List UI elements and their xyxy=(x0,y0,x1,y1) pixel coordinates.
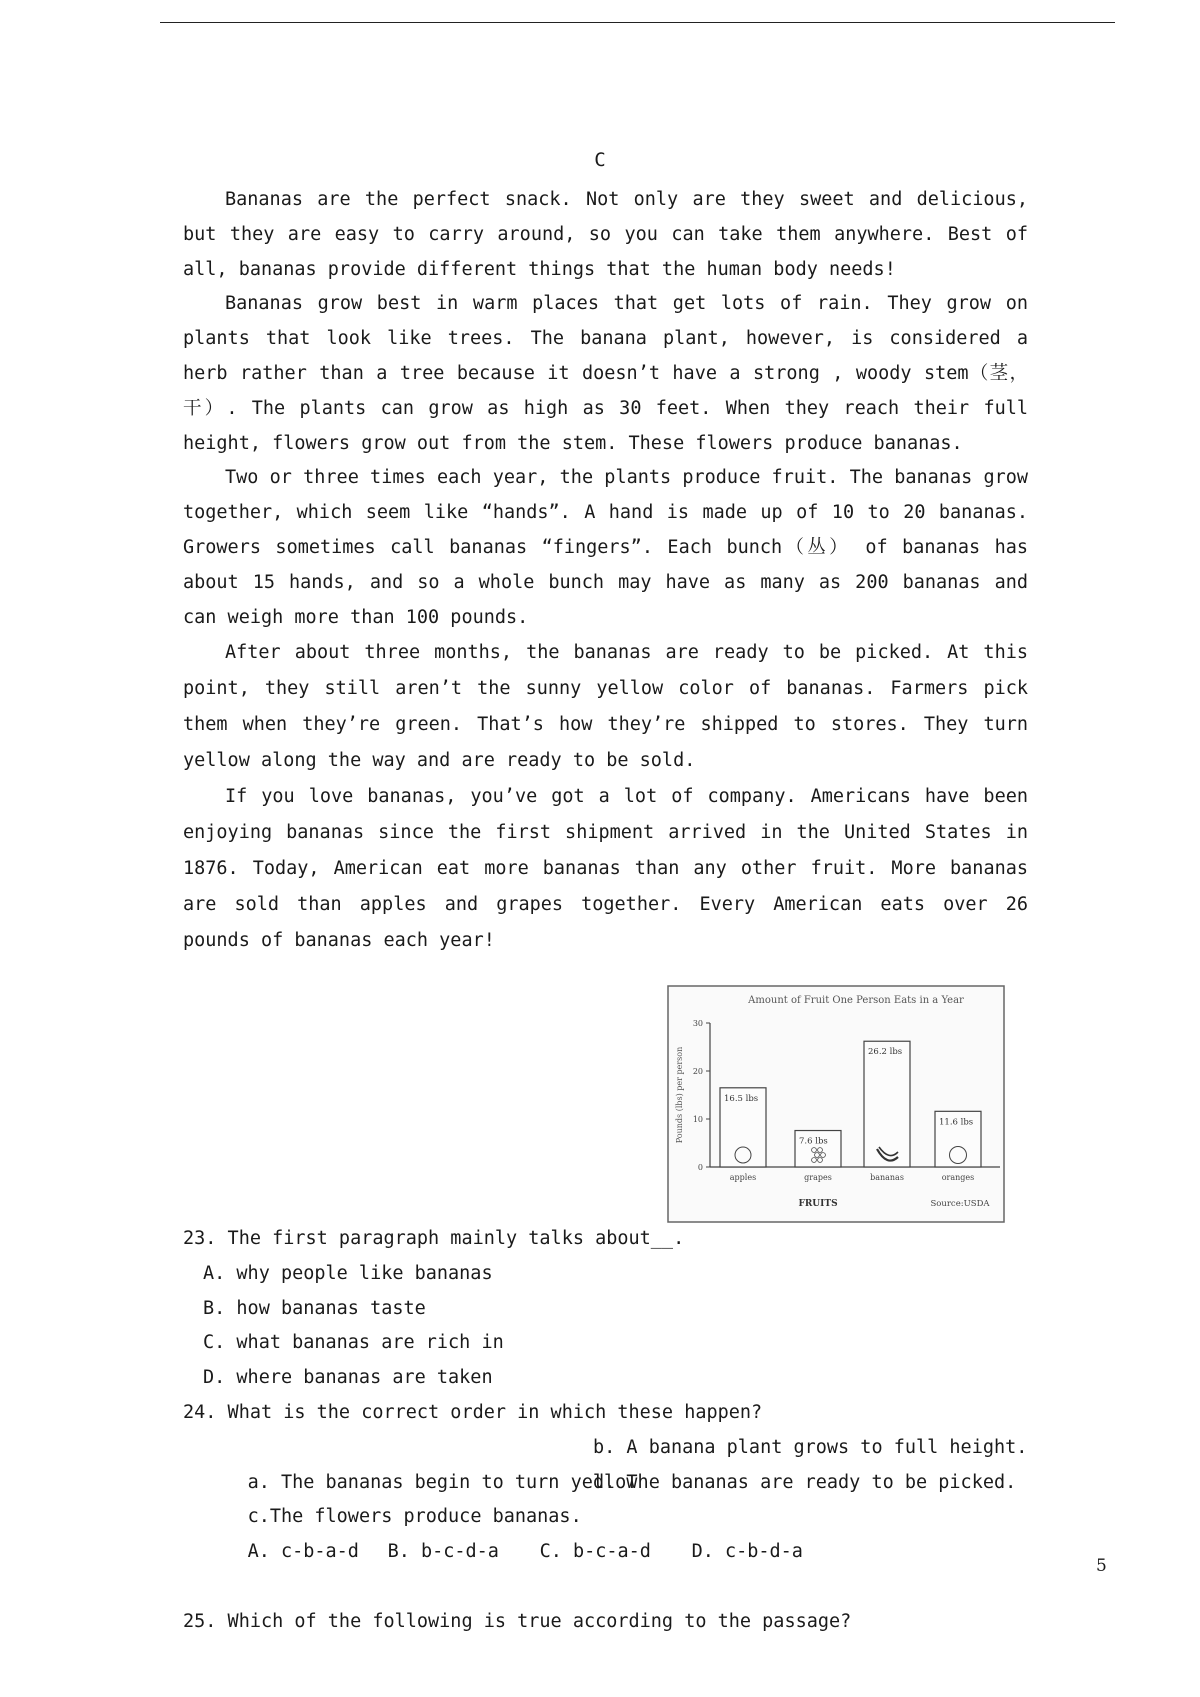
top-rule xyxy=(160,22,1115,23)
chart-x-tick-label: grapes xyxy=(804,1173,832,1182)
section-letter: C xyxy=(594,149,606,171)
chart-data-label: 26.2 lbs xyxy=(868,1047,903,1058)
question-24-option-c: C. b-c-a-d xyxy=(539,1541,651,1563)
paragraph-4: After about three months, the bananas are ready to be picked. At this point, they still aren’t the sunny yellow color of bananas. Farmers pick them when they’re green. That’s how they’re shipped to stores. They turn yellow along the way and are ready to be sold. xyxy=(183,642,1028,772)
chart-bar-bananas xyxy=(864,1041,910,1167)
fruit-chart xyxy=(660,978,1010,1230)
question-24-stem: 24. What is the correct order in which these happen? xyxy=(183,1401,763,1423)
question-24-event-c: c.The flowers produce bananas. xyxy=(247,1506,582,1528)
chart-y-axis-label: Pounds (lbs) per person xyxy=(675,1046,684,1144)
chart-frame xyxy=(668,986,1004,1222)
question-24-option-a: A. c-b-a-d xyxy=(247,1541,359,1563)
question-24-option-b: B. b-c-d-a xyxy=(387,1541,499,1563)
chart-y-tick-label: 20 xyxy=(692,1067,703,1076)
chart-y-tick-label: 10 xyxy=(692,1115,703,1124)
question-23-stem: 23. The first paragraph mainly talks about__. xyxy=(183,1228,685,1249)
paragraph-2: Bananas grow best in warm places that get lots of rain. They grow on plants that look like trees. The banana plant, however, is considered a herb rather than a tree because it doesn’t have a strong , woody stem（茎，干）. The plants can grow as high as 30 feet. When they reach their full height, flowers grow out from the stem. These flowers produce bananas. xyxy=(183,293,1028,454)
page-number: 5 xyxy=(1096,1556,1107,1576)
chart-title: Amount of Fruit One Person Eats in a Year xyxy=(748,995,964,1006)
reading-passage xyxy=(183,183,1028,958)
paragraph-1: Bananas are the perfect snack. Not only are they sweet and delicious, but they are easy to carry around, so you can take them anywhere. Best of all, bananas provide different things that the human body needs! xyxy=(183,189,1028,280)
question-23-option-c: C. what bananas are rich in xyxy=(203,1332,504,1354)
question-24-event-b: b. A banana plant grows to full height. xyxy=(593,1436,1028,1458)
chart-data-label: 11.6 lbs xyxy=(939,1117,974,1128)
chart-source: Source:USDA xyxy=(930,1199,990,1209)
questions xyxy=(183,1222,1053,1640)
chart-x-axis-label: FRUITS xyxy=(798,1199,838,1209)
chart-x-tick-label: oranges xyxy=(941,1173,975,1182)
chart-y-tick-label: 0 xyxy=(697,1163,703,1172)
question-25-stem: 25. Which of the following is true according to the passage? xyxy=(183,1610,852,1632)
chart-data-label: 16.5 lbs xyxy=(724,1093,759,1104)
question-24-event-a: a. The bananas begin to turn yellow xyxy=(247,1471,638,1493)
question-24-event-d: d. The bananas are ready to be picked. xyxy=(593,1471,1017,1493)
question-24-events-row-2 xyxy=(183,1466,1053,1528)
paragraph-5: If you love bananas, you’ve got a lot of company. Americans have been enjoying bananas since the first shipment arrived in the United States in 1876. Today, American eat more bananas than any other fruit. More bananas are sold than apples and grapes together. Every American eats over 26 pounds of bananas each year! xyxy=(183,786,1028,951)
fruit-bar-chart xyxy=(660,978,1010,1230)
question-23-option-d: D. where bananas are taken xyxy=(203,1367,493,1389)
chart-y-tick-label: 30 xyxy=(692,1019,703,1028)
question-24-option-d: D. c-b-d-a xyxy=(691,1541,803,1563)
paragraph-3: Two or three times each year, the plants produce fruit. The bananas grow together, which seem like “hands”. A hand is made up of 10 to 20 bananas. Growers sometimes call bananas “fingers”. Each bunch（丛） of bananas has about 15 hands, and so a whole bunch may have as many as 200 bananas and can weigh more than 100 pounds. xyxy=(183,467,1028,628)
chart-x-tick-label: bananas xyxy=(870,1173,904,1182)
chart-x-tick-label: apples xyxy=(729,1173,757,1182)
question-23-option-a: A. why people like bananas xyxy=(203,1262,493,1284)
chart-data-label: 7.6 lbs xyxy=(799,1136,828,1147)
question-23-option-b: B. how bananas taste xyxy=(203,1297,426,1319)
